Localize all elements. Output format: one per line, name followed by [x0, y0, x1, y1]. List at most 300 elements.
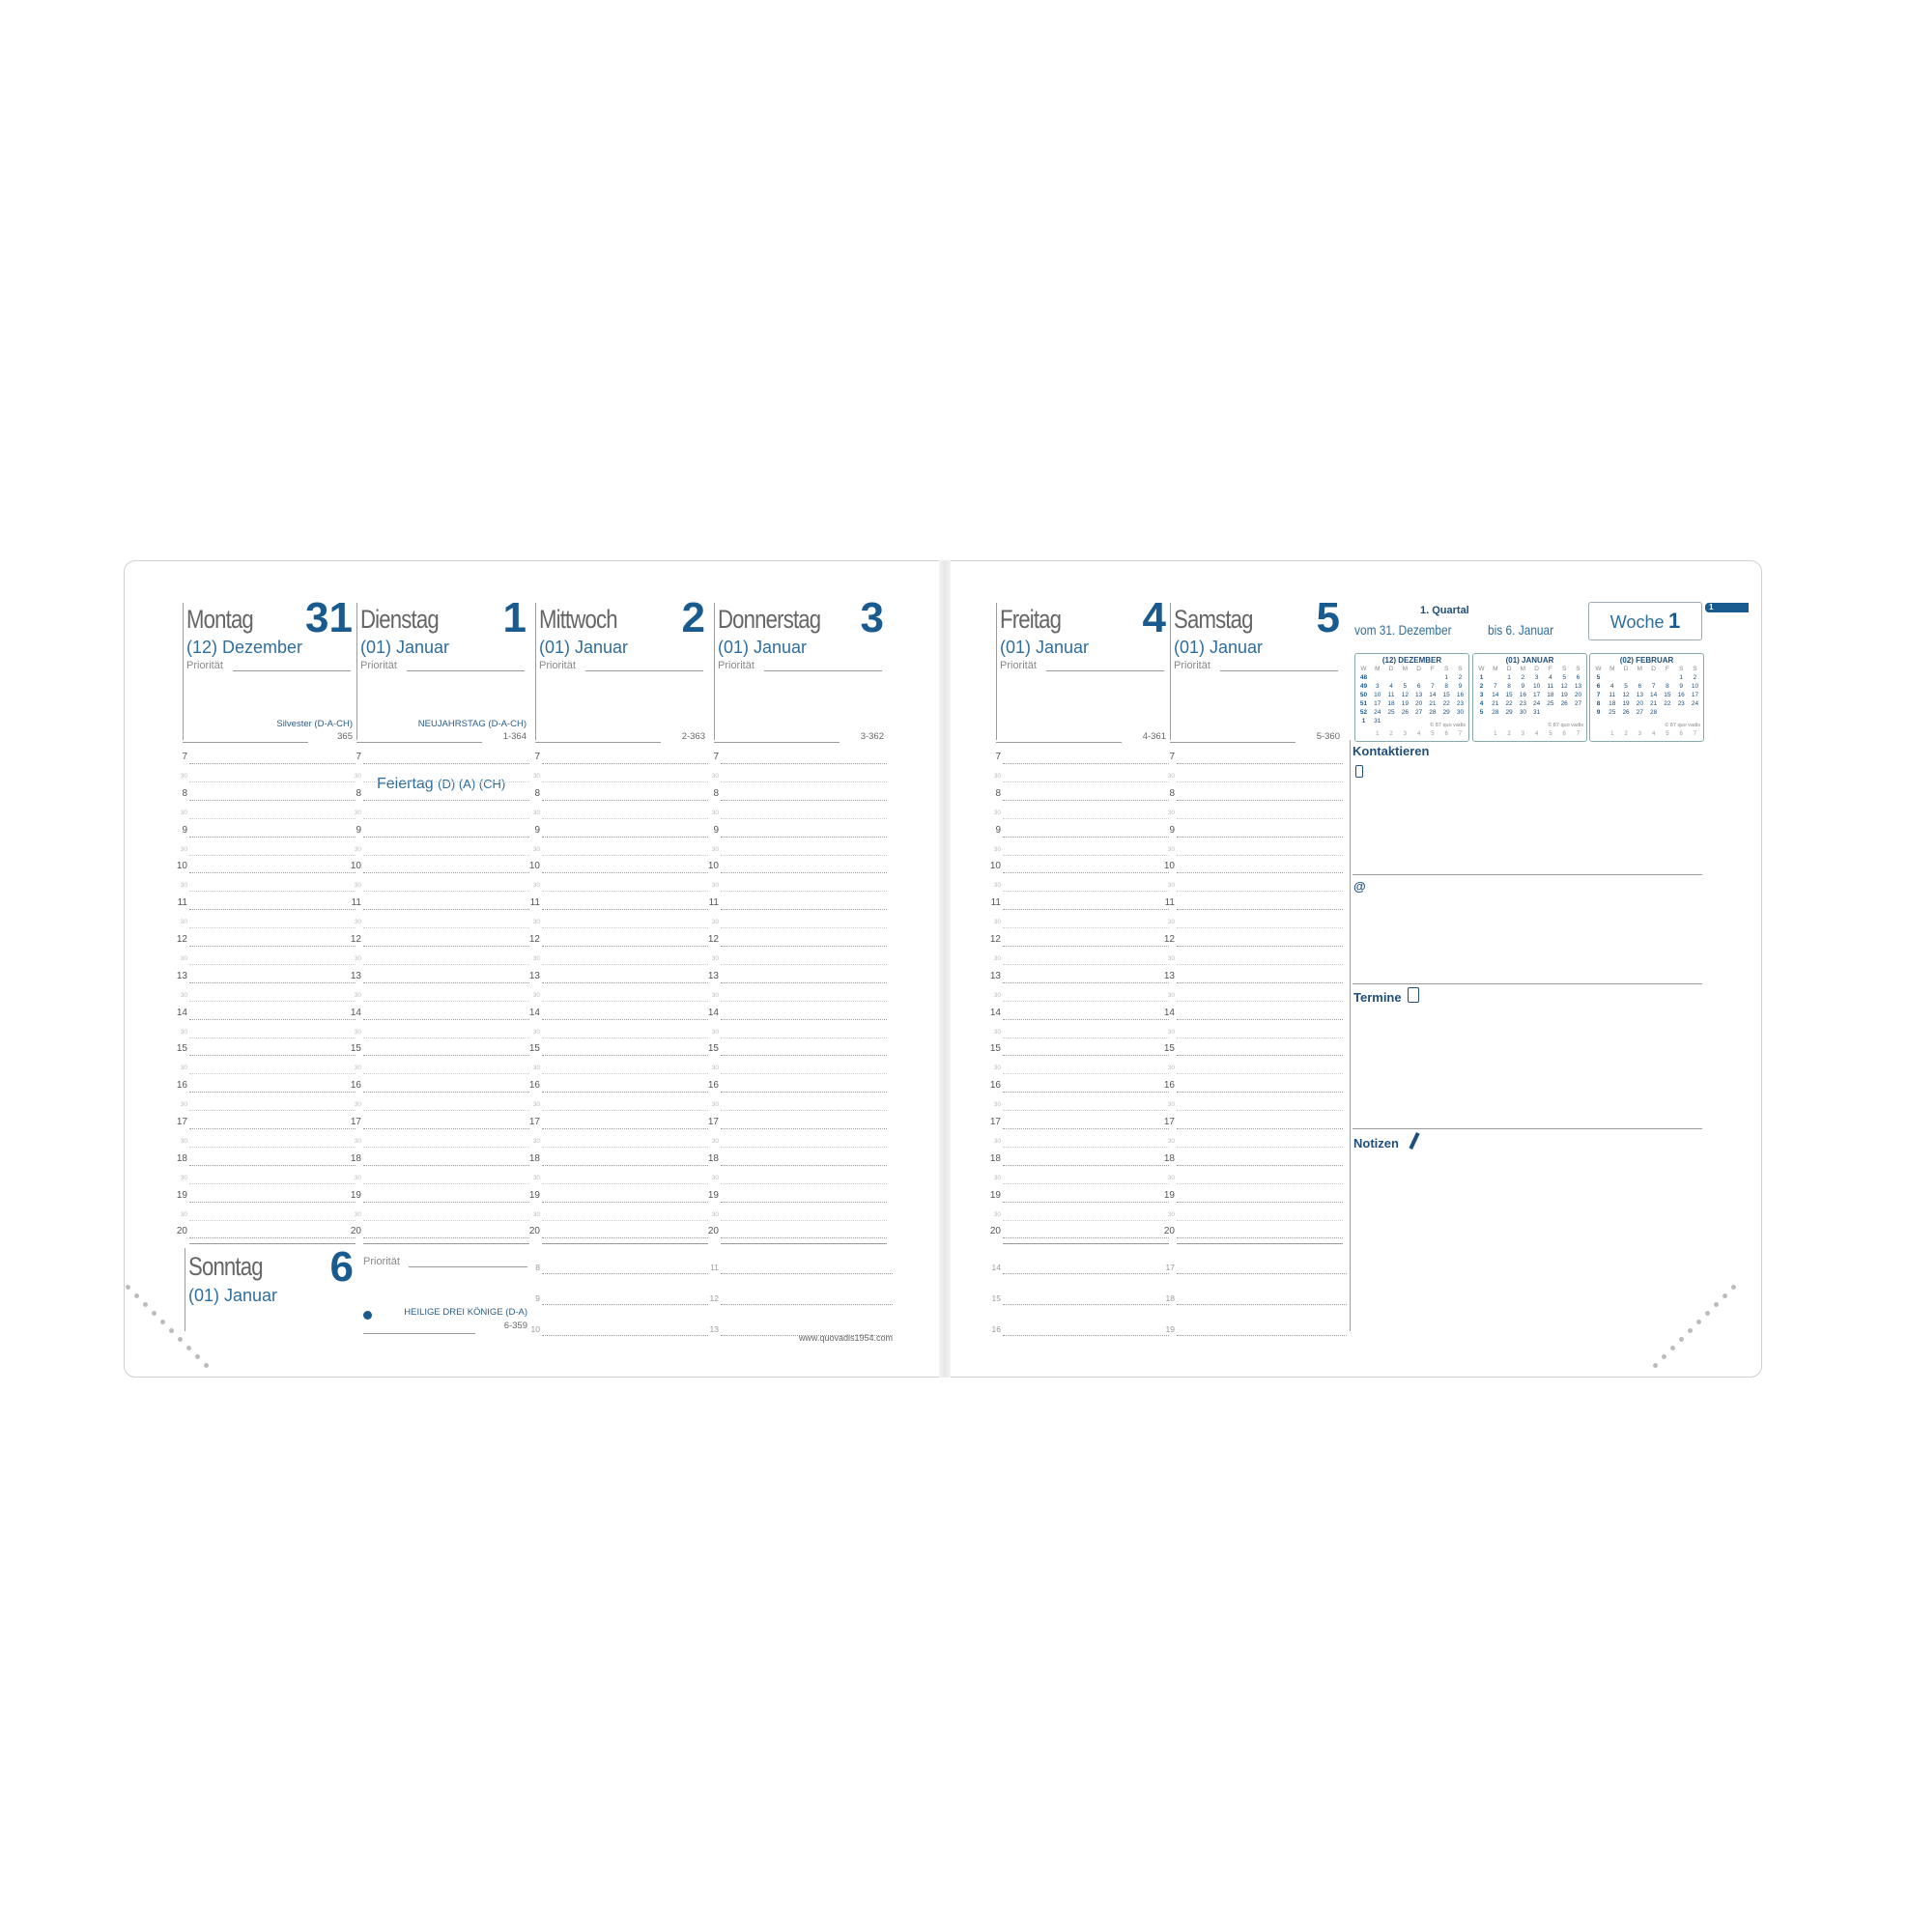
sunday-day-number: 6-359 — [503, 1321, 527, 1331]
half-hour-label: 30 — [1167, 1137, 1175, 1145]
hour-label: 9 — [534, 824, 540, 836]
day-bottom-line — [183, 742, 308, 743]
priority-label: Priorität — [1000, 660, 1037, 671]
hour-label: 19 — [528, 1189, 540, 1201]
contacts-divider — [1353, 874, 1702, 875]
mini-calendar-week — [1593, 692, 1700, 698]
sunday-month: (01) Januar — [188, 1286, 278, 1305]
mini-calendar-day: 22 — [1664, 700, 1671, 707]
mini-calendar-day: 4 — [1479, 700, 1484, 707]
hour-line — [542, 1019, 708, 1020]
mini-calendar-day: 16 — [1677, 692, 1685, 698]
mini-calendar-day — [1545, 709, 1555, 716]
half-hour-label: 30 — [180, 1174, 187, 1181]
mini-calendar-day: 17 — [1691, 692, 1699, 698]
half-hour-line — [363, 891, 529, 892]
half-hour-label: 30 — [993, 919, 1001, 926]
half-hour-label: 30 — [993, 845, 1001, 853]
hour-label: 17 — [528, 1117, 540, 1127]
hour-line — [542, 763, 708, 764]
day-month: (01) Januar — [1174, 638, 1264, 657]
mini-calendar-week — [1593, 709, 1700, 716]
hour-line — [1177, 1055, 1343, 1056]
mini-calendar-day: 9 — [1458, 683, 1463, 690]
mini-calendar-day: 24 — [1374, 709, 1381, 716]
spacer — [1358, 731, 1369, 737]
half-hour-label: 30 — [711, 1101, 719, 1109]
mini-calendar-day: 20 — [1415, 700, 1423, 707]
half-hour-line — [1177, 781, 1343, 782]
half-hour-label: 30 — [711, 991, 719, 999]
hour-line — [363, 946, 529, 947]
mini-calendar-day: 31 — [1533, 709, 1541, 716]
hour-label: 16 — [350, 1080, 361, 1092]
half-hour-line — [721, 1220, 887, 1221]
hour-label: 12 — [176, 934, 187, 945]
half-hour-label: 30 — [354, 1210, 361, 1218]
hour-line — [1003, 1019, 1169, 1020]
mini-calendar-day: 6 — [1416, 683, 1421, 690]
range-from: vom 31. Dezember — [1354, 622, 1452, 638]
half-hour-label: 30 — [180, 954, 187, 962]
mini-calendar-day — [1386, 674, 1397, 681]
hour-label: 18 — [1165, 1293, 1175, 1303]
weekday-label: W — [1360, 666, 1367, 672]
half-hour-line — [721, 818, 887, 819]
mini-calendar-day: 23 — [1456, 700, 1465, 707]
day-month: (01) Januar — [1000, 638, 1090, 657]
footer-day: 3 — [1403, 731, 1408, 737]
hour-line — [1177, 1128, 1343, 1129]
mini-calendar-day: 30 — [1456, 709, 1465, 716]
hour-label: 15 — [176, 1043, 187, 1055]
half-hour-line — [1177, 818, 1343, 819]
half-hour-label: 30 — [354, 991, 361, 999]
hour-line — [1003, 1128, 1169, 1129]
hour-label: 12 — [528, 934, 540, 945]
half-hour-label: 30 — [180, 1137, 187, 1145]
sunday-bottom-line — [363, 1333, 475, 1334]
mini-calendar-title: (01) JANUAR — [1505, 656, 1554, 665]
half-hour-line — [542, 1037, 708, 1038]
hour-label: 11 — [1164, 897, 1175, 909]
half-hour-label: 30 — [532, 954, 540, 962]
hour-label: 13 — [350, 970, 361, 981]
half-hour-label: 30 — [1167, 1101, 1175, 1109]
half-hour-label: 30 — [180, 919, 187, 926]
mini-calendar-day: 9 — [1596, 709, 1601, 716]
hour-label: 11 — [710, 1263, 719, 1272]
mini-calendar-day: 12 — [1560, 683, 1568, 690]
hour-line — [1003, 1092, 1169, 1093]
hour-line — [1003, 872, 1169, 873]
hour-label: 15 — [989, 1043, 1001, 1055]
half-hour-line — [189, 1147, 356, 1148]
hour-label: 17 — [707, 1117, 719, 1127]
grid-bottom-line — [721, 1243, 887, 1244]
half-hour-label: 30 — [993, 882, 1001, 890]
half-hour-line — [1177, 927, 1343, 928]
mini-calendar-day — [1372, 674, 1382, 681]
hour-label: 14 — [350, 1007, 361, 1018]
day-month: (12) Dezember — [186, 638, 303, 657]
half-hour-line — [363, 1147, 529, 1148]
mini-calendar-week — [1358, 692, 1466, 698]
mini-calendar-day: 1 — [1444, 674, 1448, 681]
half-hour-label: 30 — [354, 1065, 361, 1072]
mini-calendar-day: 25 — [1387, 709, 1395, 716]
day-name: Mittwoch — [539, 605, 617, 634]
hour-line — [1177, 982, 1343, 983]
mini-calendar-day: 2 — [1693, 674, 1697, 681]
day-name: Dienstag — [360, 605, 439, 634]
hour-line — [1177, 1335, 1347, 1336]
hour-label: 19 — [989, 1189, 1001, 1201]
hour-label: 13 — [989, 970, 1001, 981]
mini-calendar-day: 21 — [1429, 700, 1437, 707]
day-bottom-line — [356, 742, 482, 743]
mini-calendar — [1472, 653, 1587, 742]
mini-calendar-day: 13 — [1574, 683, 1582, 690]
mini-calendar-day: 5 — [1596, 674, 1601, 681]
half-hour-label: 30 — [711, 1174, 719, 1181]
hour-line — [189, 800, 356, 801]
mini-calendar-day: 10 — [1691, 683, 1699, 690]
hour-label: 19 — [1165, 1324, 1175, 1334]
hour-line — [1177, 1165, 1343, 1166]
half-hour-label: 30 — [993, 1174, 1001, 1181]
half-hour-label: 30 — [354, 954, 361, 962]
half-hour-line — [189, 1183, 356, 1184]
mini-calendar-day: 8 — [1666, 683, 1669, 690]
mini-calendar-day: 12 — [1401, 692, 1409, 698]
hour-line — [542, 1273, 708, 1274]
hour-label: 20 — [707, 1226, 719, 1237]
hour-line — [189, 1092, 356, 1093]
day-number: 4 — [1142, 594, 1166, 641]
day-number: 31 — [305, 594, 353, 641]
appointments-divider — [1353, 1128, 1702, 1129]
mini-calendar-day: 17 — [1533, 692, 1541, 698]
hour-label: 10 — [989, 861, 1001, 872]
notes-column-rule — [1350, 740, 1351, 1331]
mini-calendar-day: 1 — [1479, 674, 1484, 681]
weekday-label: S — [1693, 666, 1697, 672]
mini-calendar-day: 5 — [1479, 709, 1484, 716]
hour-line — [1003, 800, 1169, 801]
half-hour-line — [1003, 818, 1169, 819]
half-hour-label: 30 — [1167, 772, 1175, 780]
day-column-rule — [535, 603, 536, 740]
hour-line — [1177, 1019, 1343, 1020]
hour-label: 7 — [713, 752, 719, 762]
mini-calendar-day: 20 — [1574, 692, 1582, 698]
hour-label: 7 — [356, 752, 361, 762]
half-hour-line — [542, 855, 708, 856]
hour-line — [542, 1237, 708, 1238]
mini-calendar-week — [1476, 683, 1583, 690]
hour-line — [189, 1128, 356, 1129]
mini-calendar-day: 11 — [1609, 692, 1616, 698]
mini-calendar-day — [1676, 709, 1687, 716]
hour-line — [721, 837, 887, 838]
half-hour-line — [1003, 1183, 1169, 1184]
hour-line — [363, 1055, 529, 1056]
hour-label: 18 — [528, 1152, 540, 1164]
hour-line — [363, 1237, 529, 1238]
hour-line — [721, 1273, 893, 1274]
mini-calendar-copyright: © 87 quo vadis — [1548, 723, 1583, 728]
hour-line — [1003, 763, 1169, 764]
footer-day: 5 — [1666, 731, 1669, 737]
mini-calendar-day: 31 — [1374, 718, 1381, 724]
half-hour-label: 30 — [1167, 1210, 1175, 1218]
half-hour-label: 30 — [993, 1065, 1001, 1072]
hour-label: 14 — [1163, 1007, 1175, 1018]
half-hour-line — [721, 1001, 887, 1002]
half-hour-line — [542, 781, 708, 782]
half-hour-line — [189, 964, 356, 965]
half-hour-label: 30 — [532, 991, 540, 999]
hour-label: 9 — [356, 824, 361, 836]
mini-calendar-day: 29 — [1505, 709, 1513, 716]
half-hour-line — [1003, 1147, 1169, 1148]
day-name: Montag — [186, 605, 253, 634]
footer-day: 5 — [1431, 731, 1435, 737]
priority-label: Priorität — [1174, 660, 1210, 671]
weekday-label: S — [1562, 666, 1567, 672]
hour-label: 11 — [177, 897, 187, 909]
footer-day: 2 — [1507, 731, 1511, 737]
mini-calendar-day: 4 — [1609, 683, 1614, 690]
half-hour-line — [1177, 891, 1343, 892]
half-hour-line — [542, 1147, 708, 1148]
mini-calendar-day — [1386, 718, 1397, 724]
weekday-label: S — [1458, 666, 1463, 672]
hour-line — [363, 872, 529, 873]
half-hour-line — [189, 1073, 356, 1074]
half-hour-label: 30 — [354, 772, 361, 780]
mini-calendar-copyright: © 87 quo vadis — [1665, 723, 1700, 728]
hour-label: 17 — [176, 1117, 187, 1127]
weekday-label: M — [1520, 666, 1526, 672]
half-hour-line — [1003, 781, 1169, 782]
mini-calendar-day: 49 — [1359, 683, 1368, 690]
half-hour-label: 30 — [993, 1210, 1001, 1218]
mini-calendar-day: 48 — [1359, 674, 1368, 681]
hour-label: 14 — [989, 1007, 1001, 1018]
half-hour-label: 30 — [532, 772, 540, 780]
footer-day: 7 — [1458, 731, 1463, 737]
mini-calendar-day: 5 — [1562, 674, 1566, 681]
hour-line — [189, 1237, 356, 1238]
hour-label: 10 — [350, 861, 361, 872]
hour-label: 19 — [1163, 1189, 1175, 1201]
hour-label: 11 — [351, 897, 361, 909]
weekday-label: W — [1595, 666, 1602, 672]
hour-label: 12 — [707, 934, 719, 945]
hour-line — [721, 1202, 887, 1203]
mini-calendar-day: 19 — [1622, 700, 1630, 707]
hour-label: 13 — [1163, 970, 1175, 981]
hour-label: 20 — [350, 1226, 361, 1237]
hour-label: 15 — [528, 1043, 540, 1055]
phone-icon — [1355, 765, 1363, 778]
hour-line — [363, 982, 529, 983]
hour-label: 10 — [530, 1324, 540, 1334]
hour-label: 19 — [350, 1189, 361, 1201]
weekday-label: M — [1375, 666, 1381, 672]
half-hour-label: 30 — [354, 1137, 361, 1145]
half-hour-label: 30 — [1167, 845, 1175, 853]
half-hour-label: 30 — [711, 809, 719, 816]
hour-line — [721, 1237, 887, 1238]
half-hour-label: 30 — [993, 772, 1001, 780]
mini-calendar-day: 11 — [1387, 692, 1395, 698]
hour-line — [542, 872, 708, 873]
half-hour-label: 30 — [354, 1174, 361, 1181]
footer-day: 1 — [1494, 731, 1497, 737]
hour-line — [1003, 946, 1169, 947]
mini-calendar-day: 2 — [1479, 683, 1484, 690]
half-hour-label: 30 — [180, 1101, 187, 1109]
hour-line — [189, 1165, 356, 1166]
day-number: 2 — [681, 594, 705, 641]
half-hour-label: 30 — [180, 991, 187, 999]
day-of-year: 5-360 — [1316, 731, 1340, 742]
website-url: www.quovadis1954.com — [798, 1333, 893, 1343]
mini-calendar-week — [1358, 709, 1466, 716]
half-hour-label: 30 — [532, 1174, 540, 1181]
mini-calendar-day: 6 — [1596, 683, 1601, 690]
grid-bottom-line — [542, 1243, 708, 1244]
mini-calendar-day: 6 — [1576, 674, 1581, 681]
weekday-label: F — [1548, 666, 1552, 672]
mini-calendar-day: 27 — [1574, 700, 1582, 707]
hour-line — [542, 1304, 708, 1305]
hour-label: 18 — [176, 1152, 187, 1164]
hour-line — [189, 946, 356, 947]
day-name: Donnerstag — [718, 605, 821, 634]
hour-label: 9 — [713, 824, 719, 836]
day-month: (01) Januar — [718, 638, 808, 657]
half-hour-line — [189, 1001, 356, 1002]
half-hour-line — [363, 818, 529, 819]
half-hour-label: 30 — [180, 1210, 187, 1218]
half-hour-label: 30 — [532, 1210, 540, 1218]
priority-line — [1046, 670, 1164, 671]
half-hour-line — [363, 781, 529, 782]
hour-label: 10 — [707, 861, 719, 872]
hour-line — [721, 1304, 893, 1305]
mini-calendar-day: 51 — [1359, 700, 1368, 707]
hour-label: 20 — [989, 1226, 1001, 1237]
range-to: bis 6. Januar — [1488, 622, 1554, 638]
hour-line — [363, 763, 529, 764]
grid-bottom-line — [363, 1243, 529, 1244]
priority-line — [1220, 670, 1338, 671]
weekday-label: D — [1623, 666, 1629, 672]
hour-label: 13 — [707, 970, 719, 981]
hour-line — [1003, 837, 1169, 838]
day-bottom-line — [714, 742, 840, 743]
hour-label: 16 — [991, 1324, 1001, 1334]
hour-line — [542, 1092, 708, 1093]
half-hour-label: 30 — [354, 882, 361, 890]
half-hour-line — [189, 818, 356, 819]
mini-calendar-weekdays — [1476, 666, 1583, 672]
hour-label: 14 — [991, 1263, 1001, 1272]
mini-calendar-day — [1690, 709, 1700, 716]
hour-line — [189, 1055, 356, 1056]
mini-calendar-day: 17 — [1374, 700, 1381, 707]
half-hour-label: 30 — [711, 1210, 719, 1218]
hour-label: 13 — [528, 970, 540, 981]
hour-line — [721, 1092, 887, 1093]
day-column-rule — [714, 603, 715, 740]
half-hour-label: 30 — [711, 845, 719, 853]
mini-calendar-day: 23 — [1677, 700, 1685, 707]
mini-calendar-day: 10 — [1374, 692, 1381, 698]
hour-line — [542, 1202, 708, 1203]
mini-calendar-day: 18 — [1387, 700, 1395, 707]
hour-label: 18 — [989, 1152, 1001, 1164]
half-hour-label: 30 — [354, 1028, 361, 1036]
half-hour-label: 30 — [1167, 1065, 1175, 1072]
half-hour-label: 30 — [993, 809, 1001, 816]
half-hour-line — [542, 1110, 708, 1111]
footer-day: 5 — [1549, 731, 1552, 737]
mini-calendar-day — [1635, 674, 1645, 681]
half-hour-line — [721, 1147, 887, 1148]
week-tab[interactable]: 1 — [1705, 603, 1749, 612]
hour-line — [721, 946, 887, 947]
hour-label: 13 — [176, 970, 187, 981]
mini-calendar-day — [1400, 718, 1410, 724]
mini-calendar-day: 9 — [1521, 683, 1525, 690]
hour-line — [1003, 1055, 1169, 1056]
sunday-priority-label: Priorität — [363, 1256, 400, 1267]
mini-calendar-day: 19 — [1560, 692, 1568, 698]
half-hour-line — [189, 781, 356, 782]
weekday-label: D — [1651, 666, 1656, 672]
hour-label: 12 — [709, 1293, 719, 1303]
mini-calendar-day: 7 — [1431, 683, 1435, 690]
mini-calendar-day: 21 — [1650, 700, 1658, 707]
hour-label: 9 — [995, 824, 1001, 836]
mini-calendar-day: 7 — [1596, 692, 1601, 698]
mini-calendar-day: 28 — [1650, 709, 1658, 716]
priority-line — [233, 670, 351, 671]
holiday-label: Silvester (D-A-CH) — [276, 719, 353, 729]
half-hour-line — [1003, 1073, 1169, 1074]
mini-calendar-day: 10 — [1533, 683, 1541, 690]
mini-calendar-day: 4 — [1549, 674, 1552, 681]
mini-calendar-day — [1559, 709, 1570, 716]
half-hour-label: 30 — [1167, 809, 1175, 816]
half-hour-label: 30 — [532, 845, 540, 853]
half-hour-label: 30 — [1167, 991, 1175, 999]
mini-calendar-day: 29 — [1442, 709, 1450, 716]
half-hour-line — [721, 927, 887, 928]
half-hour-label: 30 — [711, 954, 719, 962]
half-hour-line — [1177, 1220, 1343, 1221]
hour-line — [542, 1165, 708, 1166]
half-hour-label: 30 — [711, 1028, 719, 1036]
mini-calendar-day: 5 — [1624, 683, 1628, 690]
hour-label: 8 — [535, 1263, 540, 1272]
half-hour-label: 30 — [180, 845, 187, 853]
